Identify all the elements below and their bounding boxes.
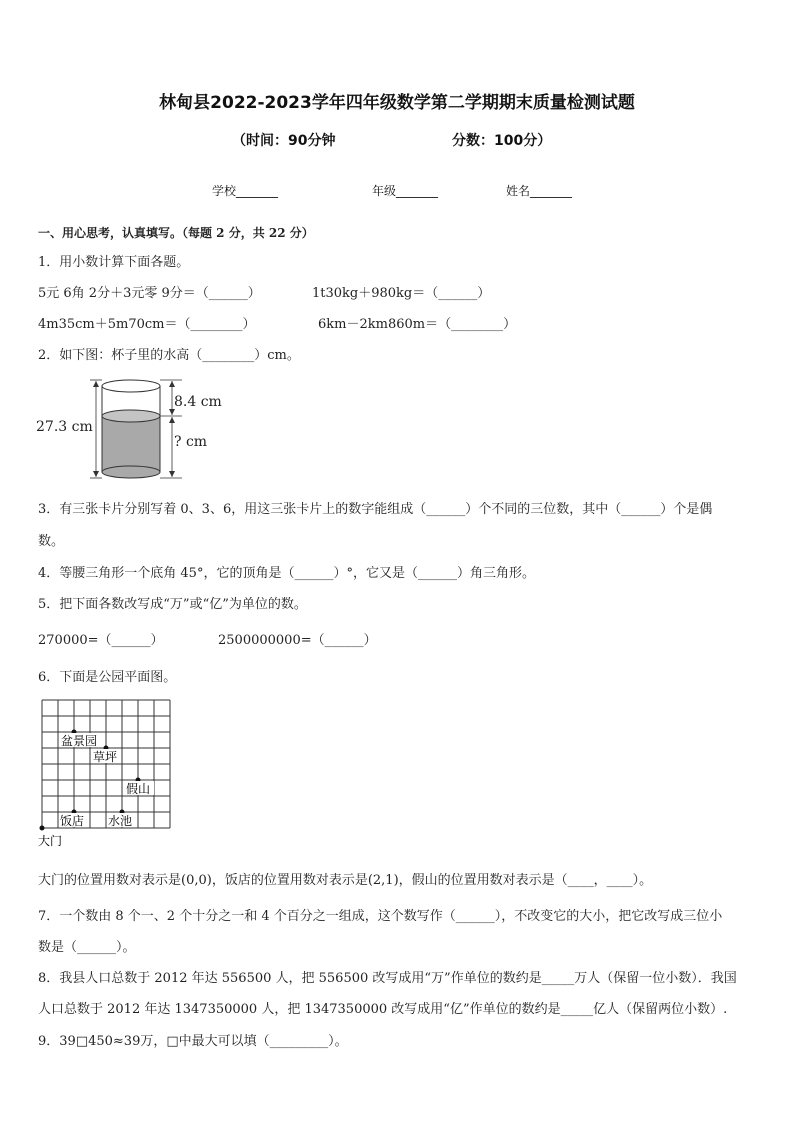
shuichi-label: 水池 — [108, 814, 133, 828]
q7-line1: 7．一个数由 8 个一、2 个十分之一和 4 个百分之一组成，这个数写作（______），不改变它的大小，把它改写成三位小 — [38, 909, 723, 924]
water-surface — [102, 410, 160, 422]
exam-score: 分数：100分） — [452, 133, 552, 149]
water-height-label: ? cm — [174, 434, 208, 450]
penjing-label: 盆景园 — [61, 734, 98, 748]
q1-c: 4m35cm＋5m70cm＝（________） — [38, 317, 256, 332]
map-grid — [42, 700, 170, 828]
total-height-label: 27.3 cm — [36, 419, 93, 435]
grade-field: 年级_______ — [372, 184, 439, 198]
school-field: 学校_______ — [212, 184, 279, 198]
q1-d: 6km－2km860m＝（________） — [318, 317, 517, 332]
exam-time: （时间：90分钟 — [232, 133, 336, 149]
q1-stem: 1．用小数计算下面各题。 — [38, 255, 190, 270]
q6-stem: 6．下面是公园平面图。 — [38, 670, 177, 685]
section-heading: 一、用心思考，认真填写。（每题 2 分，共 22 分） — [38, 226, 314, 240]
q8-line1: 8．我县人口总数于 2012 年达 556500 人，把 556500 改写成用“万”作单位的数约是_____万人（保留一位小数）．我国 — [38, 971, 737, 986]
q7-line2: 数是（______）。 — [38, 940, 136, 955]
q8-line2: 人口总数于 2012 年达 1347350000 人，把 1347350000 改写成用“亿”作单位的数约是_____亿人（保留两位小数）. — [38, 1002, 728, 1017]
park-map — [36, 694, 176, 854]
q3-line1: 3．有三张卡片分别写着 0、3、6，用这三张卡片上的数字能组成（______）个不同的三位数，其中（______）个是偶 — [38, 502, 713, 517]
damen-label: 大门 — [38, 834, 63, 848]
q6-question: 大门的位置用数对表示是(0,0)，饭店的位置用数对表示是(2,1)，假山的位置用数对表示是（____，____）。 — [38, 873, 653, 888]
cup-rim — [102, 380, 160, 392]
q5-stem: 5．把下面各数改写成“万”或“亿”为单位的数。 — [38, 597, 307, 612]
q5-a: 270000=（______） — [38, 633, 164, 648]
water-body — [102, 416, 160, 472]
gate-point — [40, 826, 45, 831]
page-title: 林甸县2022-2023学年四年级数学第二学期期末质量检测试题 — [159, 93, 635, 113]
top-gap-label: 8.4 cm — [174, 394, 222, 410]
q9-text: 9．39□450≈39万，□中最大可以填（_________）。 — [38, 1034, 348, 1049]
q2-stem: 2．如下图：杯子里的水高（________）cm。 — [38, 348, 300, 363]
caoping-label: 草坪 — [93, 750, 118, 764]
q1-b: 1t30kg＋980kg＝（______） — [312, 286, 491, 301]
q4-text: 4．等腰三角形一个底角 45°，它的顶角是（______）°，它又是（______）角三角形。 — [38, 566, 535, 581]
jiashan-label: 假山 — [126, 782, 151, 796]
fandian-label: 饭店 — [60, 814, 85, 828]
name-field: 姓名_______ — [506, 184, 573, 198]
q1-a: 5元 6角 2分＋3元零 9分＝（______） — [38, 286, 261, 301]
q3-line2: 数。 — [38, 534, 65, 549]
cup-figure — [36, 376, 236, 480]
q5-b: 2500000000=（______） — [218, 633, 377, 648]
